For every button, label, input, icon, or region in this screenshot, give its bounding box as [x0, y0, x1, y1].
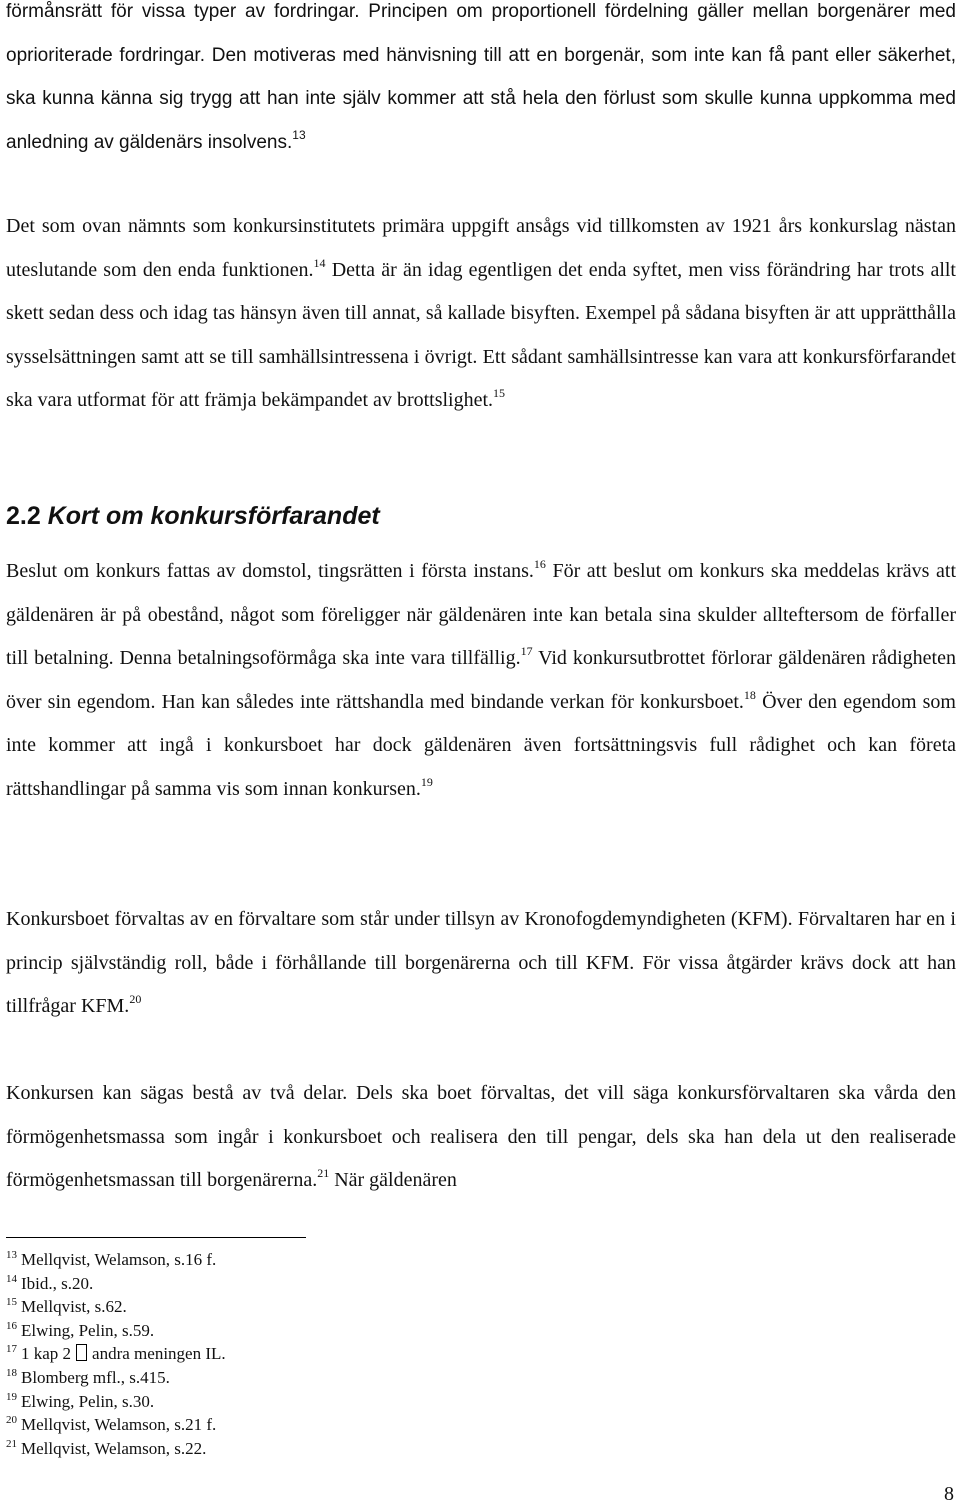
- footnote-ref-15[interactable]: 15: [493, 386, 506, 401]
- footnote-20: [6, 1413, 226, 1437]
- footnote-number: 20: [6, 1414, 17, 1427]
- paragraph-2-text-a: Det som ovan nämnts som konkursinstitutets primära uppgift ansågs vid tillkomsten av 1921 års konkurslag nästan uteslutande som den enda funktionen.: [6, 215, 956, 281]
- footnote-number: 16: [6, 1319, 17, 1332]
- footnote-text: Mellqvist, Welamson, s.22.: [21, 1438, 207, 1458]
- paragraph-4-text: Konkursboet förvaltas av en förvaltare som står under tillsyn av Kronofogdemyndigheten (KFM). Förvaltaren har en i princip självständig roll, både i förhållande till borgenärerna och till KFM. För vissa åtgärder krävs dock att han tillfrågar KFM.: [6, 908, 956, 1018]
- footnote-number: 19: [6, 1390, 17, 1403]
- footnote-text: Blomberg mfl., s.415.: [21, 1367, 170, 1387]
- footnote-text: Mellqvist, Welamson, s.21 f.: [21, 1415, 217, 1435]
- footnote-ref-19[interactable]: 19: [420, 774, 433, 789]
- section-heading: [6, 498, 380, 534]
- footnote-text: Mellqvist, s.62.: [21, 1297, 127, 1317]
- footnote-number: 21: [6, 1437, 17, 1450]
- paragraph-3-text-b: För att beslut om konkurs ska meddelas krävs att gäldenären är på obestånd, något som föreligger när gäldenären inte kan betala sina skulder allteftersom de förfaller till betalning. Denna betalningsoförmåga ska inte vara tillfällig.: [6, 560, 956, 670]
- footnote-19: [6, 1390, 226, 1414]
- footnote-text-b: andra meningen IL.: [92, 1344, 226, 1364]
- footnote-text: Elwing, Pelin, s.59.: [21, 1320, 155, 1340]
- footnote-number: 18: [6, 1366, 17, 1379]
- paragraph-3-text-c: Vid konkursutbrottet förlorar gäldenären rådigheten över sin egendom. Han kan således inte rättshandla med bindande verkan för konkursboet.: [6, 647, 956, 713]
- footnote-ref-21[interactable]: 21: [317, 1166, 330, 1181]
- paragraph-2: [6, 205, 956, 423]
- footnote-text: Ibid., s.20.: [21, 1273, 94, 1293]
- footnote-text: Mellqvist, Welamson, s.16 f.: [21, 1250, 217, 1269]
- page-number: 8: [944, 1483, 954, 1505]
- footnote-ref-17[interactable]: 17: [520, 644, 533, 659]
- footnote-number: 14: [6, 1272, 17, 1285]
- footnote-ref-14[interactable]: 14: [313, 255, 326, 270]
- footnote-13: [6, 1248, 226, 1272]
- paragraph-5-text-a: Konkursen kan sägas bestå av två delar. Dels ska boet förvaltas, det vill säga konkursförvaltaren ska vårda den förmögenhetsmassa som ingår i konkursboet och realisera den till pengar, dels ska han dela ut den realiserade förmögenhetsmassan till borgenärerna.: [6, 1082, 956, 1192]
- footnote-16: [6, 1319, 226, 1343]
- footnote-list: [6, 1248, 226, 1460]
- footnote-15: [6, 1295, 226, 1319]
- paragraph-1: [6, 0, 956, 164]
- footnote-17: [6, 1342, 226, 1366]
- paragraph-5: [6, 1072, 956, 1203]
- section-number: 2.2: [6, 502, 41, 530]
- paragraph-3-text-a: Beslut om konkurs fattas av domstol, tingsrätten i första instans.: [6, 560, 534, 582]
- footnote-ref-18[interactable]: 18: [743, 687, 756, 702]
- paragraph-5-text-b: När gäldenären: [329, 1169, 457, 1192]
- footnote-text: Elwing, Pelin, s.30.: [21, 1391, 155, 1411]
- footnote-18: [6, 1366, 226, 1390]
- footnote-text-a: 1 kap 2: [21, 1344, 72, 1364]
- footnote-ref-20[interactable]: 20: [129, 992, 142, 1007]
- paragraph-4: [6, 898, 956, 1029]
- footnote-ref-16[interactable]: 16: [533, 557, 546, 571]
- paragraph-3: [6, 550, 956, 812]
- footnote-number: 17: [6, 1343, 17, 1356]
- missing-glyph-box-icon: [76, 1344, 87, 1361]
- footnote-number: 13: [6, 1249, 17, 1261]
- paragraph-1-text: förmånsrätt för vissa typer av fordringar. Principen om proportionell fördelning gäller mellan borgenärer med oprioriterade fordringar. Den motiveras med hänvisning till att en borgenär, som inte kan få pant eller säkerhet, ska kunna känna sig trygg att han inte själv kommer att stå hela den förlust som skulle kunna uppkomma med anledning av gäldenärs insolvens.: [6, 1, 956, 153]
- footnote-ref-13[interactable]: 13: [292, 127, 306, 142]
- footnote-separator: [6, 1237, 306, 1238]
- footnote-14: [6, 1272, 226, 1296]
- footnote-21: [6, 1437, 226, 1461]
- section-title: Kort om konkursförfarandet: [47, 502, 380, 530]
- paragraph-3-text-d: Över den egendom som inte kommer att ingå i konkursboet har dock gäldenären även fortsättningsvis full rådighet och kan företa rättshandlingar på samma vis som innan konkursen.: [6, 690, 956, 800]
- paragraph-2-text-b: Detta är än idag egentligen det enda syftet, men viss förändring har trots allt skett sedan dess och idag tas hänsyn även till annat, så kallade bisyften. Exempel på sådana bisyften är att upprätthålla sysselsättningen samt att se till samhällsintressena i övrigt. Ett sådant samhällsintresse kan vara att konkursförfarandet ska vara utformat för att främja bekämpandet av brottslighet.: [6, 258, 956, 412]
- footnote-number: 15: [6, 1296, 17, 1309]
